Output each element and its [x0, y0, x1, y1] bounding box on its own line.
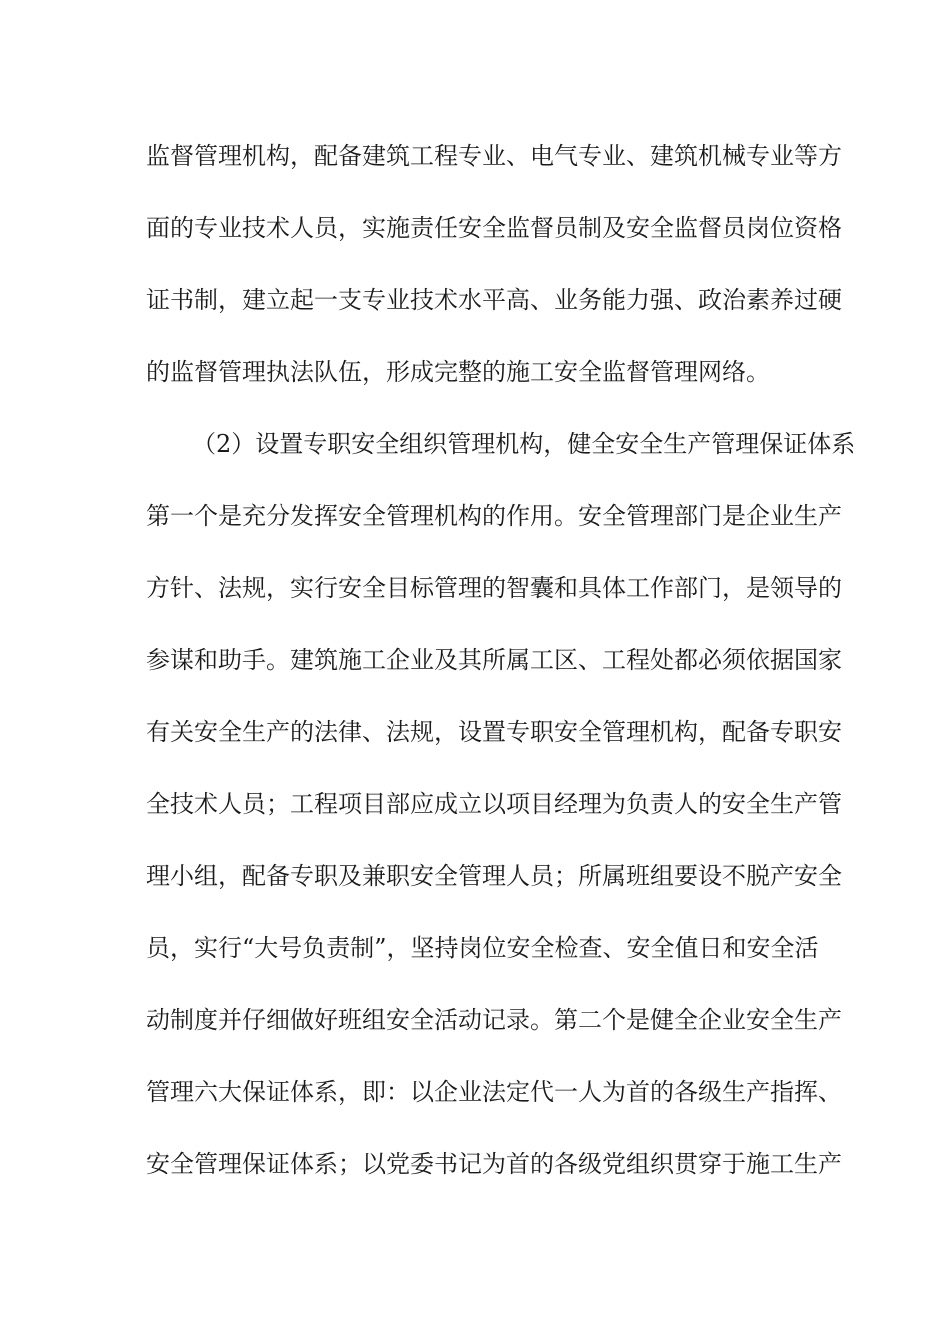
text-line: 员，实行“大号负责制”，坚持岗位安全检查、安全值日和安全活 [146, 934, 819, 962]
text-line: 动制度并仔细做好班组安全活动记录。第二个是健全企业安全生产 [146, 1006, 842, 1034]
text-line: 理小组，配备专职及兼职安全管理人员；所属班组要设不脱产安全 [146, 862, 842, 890]
text-line: 参谋和助手。建筑施工企业及其所属工区、工程处都必须依据国家 [146, 646, 842, 674]
text-line: 监督管理机构，配备建筑工程专业、电气专业、建筑机械专业等方 [146, 142, 842, 170]
text-line: 全技术人员；工程项目部应成立以项目经理为负责人的安全生产管 [146, 790, 842, 818]
text-line: 第一个是充分发挥安全管理机构的作用。安全管理部门是企业生产 [146, 502, 842, 530]
text-line: 方针、法规，实行安全目标管理的智囊和具体工作部门，是领导的 [146, 574, 842, 602]
text-line: 管理六大保证体系，即：以企业法定代一人为首的各级生产指挥、 [146, 1078, 842, 1106]
text-line: 安全管理保证体系；以党委书记为首的各级党组织贯穿于施工生产 [146, 1150, 842, 1178]
text-line: 的监督管理执法队伍，形成完整的施工安全监督管理网络。 [146, 358, 770, 386]
section-heading: （2）设置专职安全组织管理机构，健全安全生产管理保证体系 [192, 430, 856, 458]
text-line: 有关安全生产的法律、法规，设置专职安全管理机构，配备专职安 [146, 718, 842, 746]
text-line: 面的专业技术人员，实施责任安全监督员制及安全监督员岗位资格 [146, 214, 842, 242]
text-line: 证书制，建立起一支专业技术水平高、业务能力强、政治素养过硬 [146, 286, 842, 314]
